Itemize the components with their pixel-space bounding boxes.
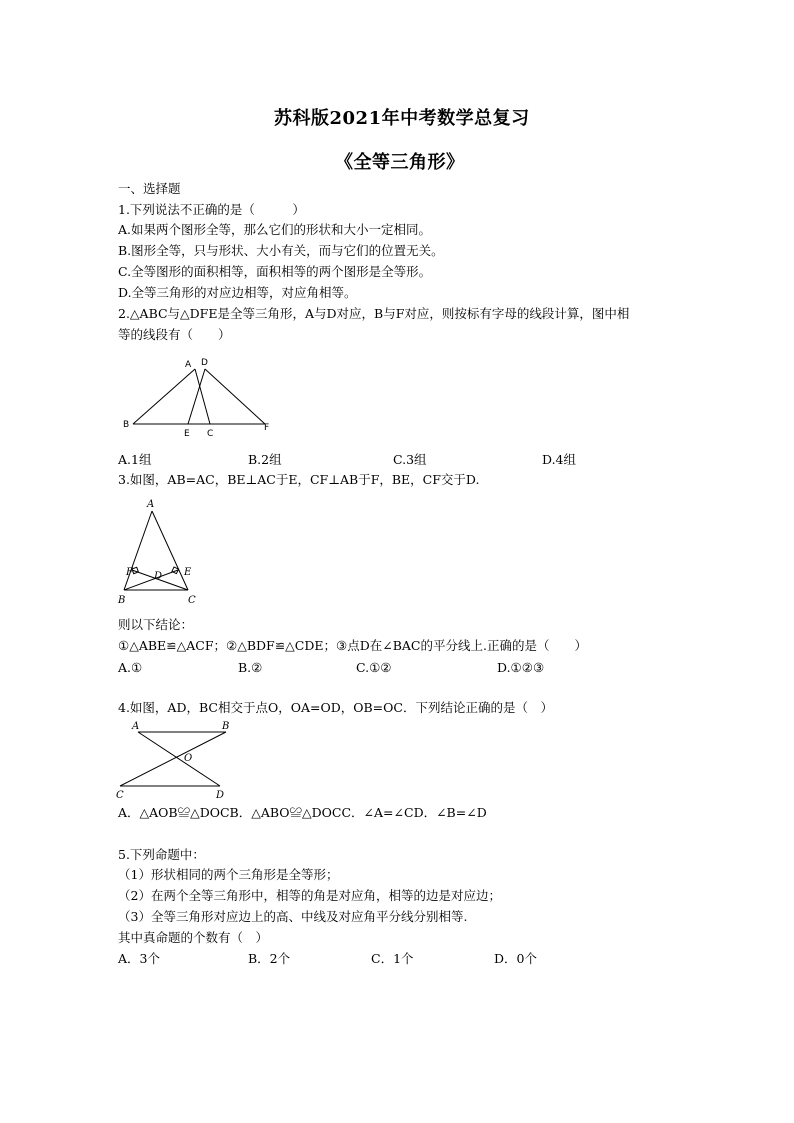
q1-stem: 1.下列说法不正确的是（ ） (118, 202, 305, 217)
q5-option-c: C．1个 (371, 951, 414, 966)
q5-option-b: B．2个 (248, 951, 291, 966)
q2-label-e: E (184, 429, 190, 439)
q3-option-d: D.①②③ (497, 660, 545, 675)
q2-label-b: B (123, 420, 130, 430)
q3-option-b: B.② (238, 660, 263, 675)
q3-stem: 3.如图，AB=AC，BE⊥AC于E，CF⊥AB于F，BE，CF交于D. (118, 472, 480, 487)
section-heading: 一、选择题 (118, 181, 181, 196)
q4-stem: 4.如图，AD，BC相交于点O，OA=OD，OB=OC．下列结论正确的是（ ） (118, 700, 553, 715)
q4-label-a: A (132, 721, 140, 732)
q2-label-c: C (207, 429, 214, 439)
q2-option-a: A.1组 (118, 452, 152, 467)
q3-label-d: D (154, 571, 163, 582)
q2-label-d: D (201, 358, 208, 368)
q2-stem-line2: 等的线段有（ ） (118, 327, 231, 342)
q4-label-c: C (116, 790, 124, 801)
q3-conclusions: ①△ABE≌△ACF；②△BDF≌△CDE；③点D在∠BAC的平分线上.正确的是（ ） (118, 638, 587, 653)
q4-figure (112, 718, 242, 803)
q5-question: 其中真命题的个数有（ ） (118, 930, 269, 945)
q3-option-c: C.①② (356, 660, 392, 675)
q5-option-a: A．3个 (118, 951, 160, 966)
q5-stem: 5.下列命题中： (118, 847, 205, 862)
q3-figure (112, 495, 212, 610)
q5-proposition-1: （1）形状相同的两个三角形是全等形； (118, 867, 339, 882)
q3-label-b: B (118, 595, 126, 606)
q4-label-o: O (184, 753, 193, 764)
q1-option-a: A.如果两个图形全等，那么它们的形状和大小一定相同。 (118, 222, 432, 237)
doc-subtitle: 《全等三角形》 (335, 152, 465, 173)
q2-label-f: F (264, 423, 270, 433)
q2-option-c: C.3组 (393, 452, 427, 467)
q4-label-d: D (216, 790, 225, 801)
q3-label-c: C (188, 595, 196, 606)
q3-option-a: A.① (118, 660, 143, 675)
q4-options: A．△AOB≌△DOCB．△ABO≌△DOCC．∠A=∠CD．∠B=∠D (118, 805, 487, 820)
q3-then: 则以下结论： (118, 617, 194, 632)
q2-option-b: B.2组 (248, 452, 282, 467)
q2-stem-line1: 2.△ABC与△DFE是全等三角形，A与D对应，B与F对应，则按标有字母的线段计算，图中相 (118, 306, 630, 321)
q5-proposition-2: （2）在两个全等三角形中，相等的角是对应角，相等的边是对应边； (118, 888, 501, 903)
q3-label-a: A (147, 499, 155, 510)
q4-label-b: B (222, 721, 230, 732)
doc-title: 苏科版2021年中考数学总复习 (274, 108, 530, 129)
q1-option-d: D.全等三角形的对应边相等，对应角相等。 (118, 285, 357, 300)
q3-label-f: F (126, 567, 133, 578)
q5-option-d: D．0个 (494, 951, 537, 966)
q2-label-a: A (185, 360, 192, 370)
q2-option-d: D.4组 (542, 452, 577, 467)
q1-option-b: B.图形全等，只与形状、大小有关，而与它们的位置无关。 (118, 243, 444, 258)
q3-label-e: E (184, 567, 192, 578)
q1-option-c: C.全等图形的面积相等，面积相等的两个图形是全等形。 (118, 264, 432, 279)
q2-figure (115, 352, 285, 442)
q5-proposition-3: （3）全等三角形对应边上的高、中线及对应角平分线分别相等. (118, 909, 468, 924)
